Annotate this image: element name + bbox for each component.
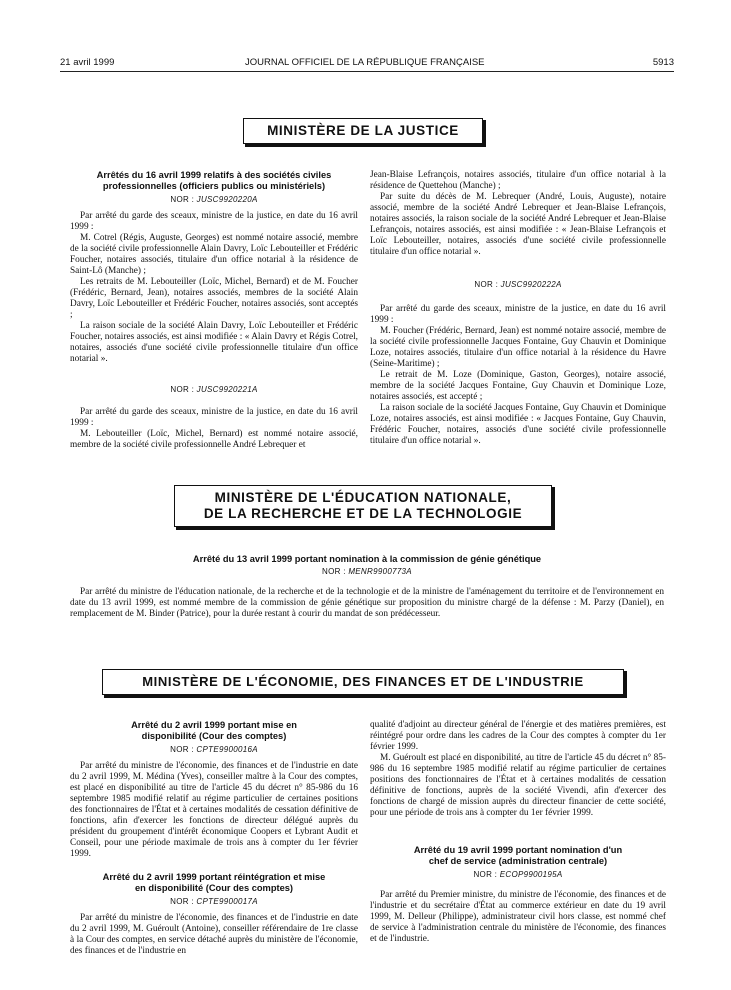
nor-label: NOR :: [170, 195, 195, 204]
section-title-justice: [243, 118, 483, 144]
nor-label: NOR :: [170, 897, 194, 906]
nor-code: JUSC9920220A: [196, 195, 258, 204]
nor-code: MENR9900773A: [348, 567, 412, 576]
nor-reference: [370, 869, 666, 880]
economie-right-column: [370, 720, 666, 945]
nor-code: CPTE9900016A: [196, 745, 258, 754]
nor-label: NOR :: [473, 870, 498, 879]
header-date: 21 avril 1999: [60, 57, 115, 68]
nor-code: CPTE9900017A: [196, 897, 258, 906]
header-rule: [60, 71, 674, 72]
arrete-title: Arrêté du 19 avril 1999 portant nomination d'un chef de service (administration centrale): [413, 845, 623, 866]
arrete-title: Arrêté du 2 avril 1999 portant mise en disponibilité (Cour des comptes): [131, 720, 297, 741]
section-title-line: MINISTÈRE DE L'ÉDUCATION NATIONALE,: [214, 490, 512, 505]
paragraph: M. Foucher (Frédéric, Bernard, Jean) est nommé notaire associé, membre de la société civile professionnelle Jacques Fontaine, Guy Chauvin et Dominique Loze, notaires associés, titulaire d'un office notarial à la résidence du Havre (Seine-Maritime) ;: [370, 326, 666, 369]
nor-reference: [70, 744, 358, 755]
section-title-education: [174, 485, 552, 527]
nor-code: JUSC9920222A: [500, 280, 562, 289]
header-page-number: 5913: [652, 57, 674, 68]
paragraph: Par arrêté du garde des sceaux, ministre de la justice, en date du 16 avril 1999 :: [70, 407, 358, 428]
paragraph: Par arrêté du Premier ministre, du ministre de l'économie, des finances et de l'industrie et du secrétaire d'État au commerce extérieur en date du 19 avril 1999, M. Delleur (Philippe), administrateur civil hors classe, est nommé chef de service à l'administration centrale du ministère de l'économie, des finances et de l'industrie.: [370, 890, 666, 944]
paragraph: Les retraits de M. Lebouteiller (Loïc, Michel, Bernard) et de M. Foucher (Frédéric, Bernard, Jean), notaires associés, membres de la société Alain Davry, Loïc Lebouteiller et Frédéric Foucher, notaires associés, sont acceptés ;: [70, 277, 358, 320]
arrete-title: Arrêtés du 16 avril 1999 relatifs à des sociétés civiles professionnelles (officiers publics ou ministériels): [96, 170, 332, 191]
paragraph: La raison sociale de la société Alain Davry, Loïc Lebouteiller et Frédéric Foucher, notaires associés, est ainsi modifiée : « Alain Davry et Régis Cotrel, notaires, associés d'une société civile professionnelle titulaire d'un office notarial ».: [70, 321, 358, 364]
paragraph: Jean-Blaise Lefrançois, notaires associés, titulaire d'un office notarial à la résidence de Quettehou (Manche) ;: [370, 170, 666, 191]
economie-left-column: [70, 720, 358, 957]
nor-reference: [70, 896, 358, 907]
paragraph: M. Guéroult est placé en disponibilité, au titre de l'article 45 du décret n° 85-986 du 16 septembre 1985 modifié relatif au régime particulier de certaines positions des fonctionnaires de l'État et à certaines modalités de cessation définitive de fonctions, auprès de la société Vivendi, afin d'exercer des fonctions de chargé de mission auprès du directeur financier de cette société, pour une période de trois ans à compter du 1er février 1999.: [370, 753, 666, 818]
nor-reference: [70, 384, 358, 395]
section-title-line: DE LA RECHERCHE ET DE LA TECHNOLOGIE: [203, 506, 523, 521]
paragraph: Par arrêté du garde des sceaux, ministre de la justice, en date du 16 avril 1999 :: [370, 304, 666, 325]
section-title-economie: [102, 669, 624, 695]
nor-label: NOR :: [170, 745, 194, 754]
section-title-text: MINISTÈRE DE L'ÉCONOMIE, DES FINANCES ET DE L'INDUSTRIE: [142, 674, 584, 689]
section-title-text: MINISTÈRE DE LA JUSTICE: [267, 123, 459, 138]
nor-code: ECOP9900195A: [499, 870, 563, 879]
nor-reference: [70, 194, 358, 205]
justice-left-column: [70, 170, 358, 451]
paragraph: Par arrêté du ministre de l'économie, des finances et de l'industrie en date du 2 avril 1999, M. Médina (Yves), conseiller maître à la Cour des comptes, est placé en disponibilité au titre de l'article 45 du décret n° 85-986 du 16 septembre 1985 modifié relatif au régime particulier de certaines positions des fonctionnaires de l'État et à certaines modalités de cessation définitive de fonctions, afin d'exercer les fonctions de directeur délégué auprès du président du groupement d'intérêt économique Coopers et Lybrant Audit et Conseil, pour une période maximale de trois ans à compter du 1er février 1999.: [70, 761, 358, 859]
paragraph: qualité d'adjoint au directeur général de l'énergie et des matières premières, est réintégré pour ordre dans les cadres de la Cour des comptes à compter du 1er février 1999.: [370, 720, 666, 752]
paragraph: M. Cotrel (Régis, Auguste, Georges) est nommé notaire associé, membre de la société civile professionnelle Alain Davry, Loïc Lebouteiller et Frédéric Foucher, notaires associés, titulaire d'un office notarial à la résidence de Saint-Lô (Manche) ;: [70, 233, 358, 276]
paragraph: Le retrait de M. Loze (Dominique, Gaston, Georges), notaire associé, membre de la société Jacques Fontaine, Guy Chauvin et Dominique Loze, notaires associés, est accepté ;: [370, 370, 666, 402]
running-header: [60, 57, 674, 71]
nor-reference: [370, 279, 666, 290]
arrete-title: Arrêté du 2 avril 1999 portant réintégration et mise en disponibilité (Cour des comptes): [102, 872, 326, 893]
nor-code: JUSC9920221A: [196, 385, 258, 394]
justice-right-column: [370, 170, 666, 447]
paragraph: Par arrêté du ministre de l'économie, des finances et de l'industrie en date du 2 avril 1999, M. Guéroult (Antoine), conseiller référendaire de 1re classe à la Cour des comptes, en service détaché auprès du ministère de l'économie, des finances et de l'industrie en: [70, 913, 358, 956]
header-journal-title: JOURNAL OFFICIEL DE LA RÉPUBLIQUE FRANÇAISE: [245, 57, 485, 68]
nor-label: NOR :: [170, 385, 195, 394]
paragraph: Par arrêté du garde des sceaux, ministre de la justice, en date du 16 avril 1999 :: [70, 211, 358, 232]
arrete-title: Arrêté du 13 avril 1999 portant nomination à la commission de génie génétique: [192, 554, 542, 564]
education-body: [70, 587, 664, 620]
nor-label: NOR :: [322, 567, 346, 576]
nor-reference: [70, 567, 664, 576]
paragraph: La raison sociale de la société Jacques Fontaine, Guy Chauvin et Dominique Loze, notaires associés, est ainsi modifiée : « Jacques Fontaine, Guy Chauvin, Frédéric Foucher, notaires, associés d'une société civile professionnelle titulaire d'un office notarial ».: [370, 403, 666, 446]
paragraph: Par arrêté du ministre de l'éducation nationale, de la recherche et de la technologie et de la ministre de l'aménagement du territoire et de l'environnement en date du 13 avril 1999, est nommé membre de la commission de génie génétique sur proposition du ministre chargé de la défense : M. Parzy (Daniel), en remplacement de M. Binder (Patrice), pour la durée restant à courir du mandat de son prédécesseur.: [70, 587, 664, 619]
paragraph: Par suite du décès de M. Lebrequer (André, Louis, Auguste), notaire associé, membre de la société André Lebrequer et Jean-Blaise Lefrançois, notaires associés, la raison sociale de la société André Lebrequer et Jean-Blaise Lefrançois, notaires associés, est ainsi modifiée : « Jean-Blaise Lefrançois et Loïc Lebouteiller, notaires, associés d'une société civile professionnelle titulaire d'un office notarial ».: [370, 192, 666, 257]
nor-label: NOR :: [474, 280, 499, 289]
paragraph: M. Lebouteiller (Loïc, Michel, Bernard) est nommé notaire associé, membre de la société civile professionnelle André Lebrequer et: [70, 429, 358, 450]
